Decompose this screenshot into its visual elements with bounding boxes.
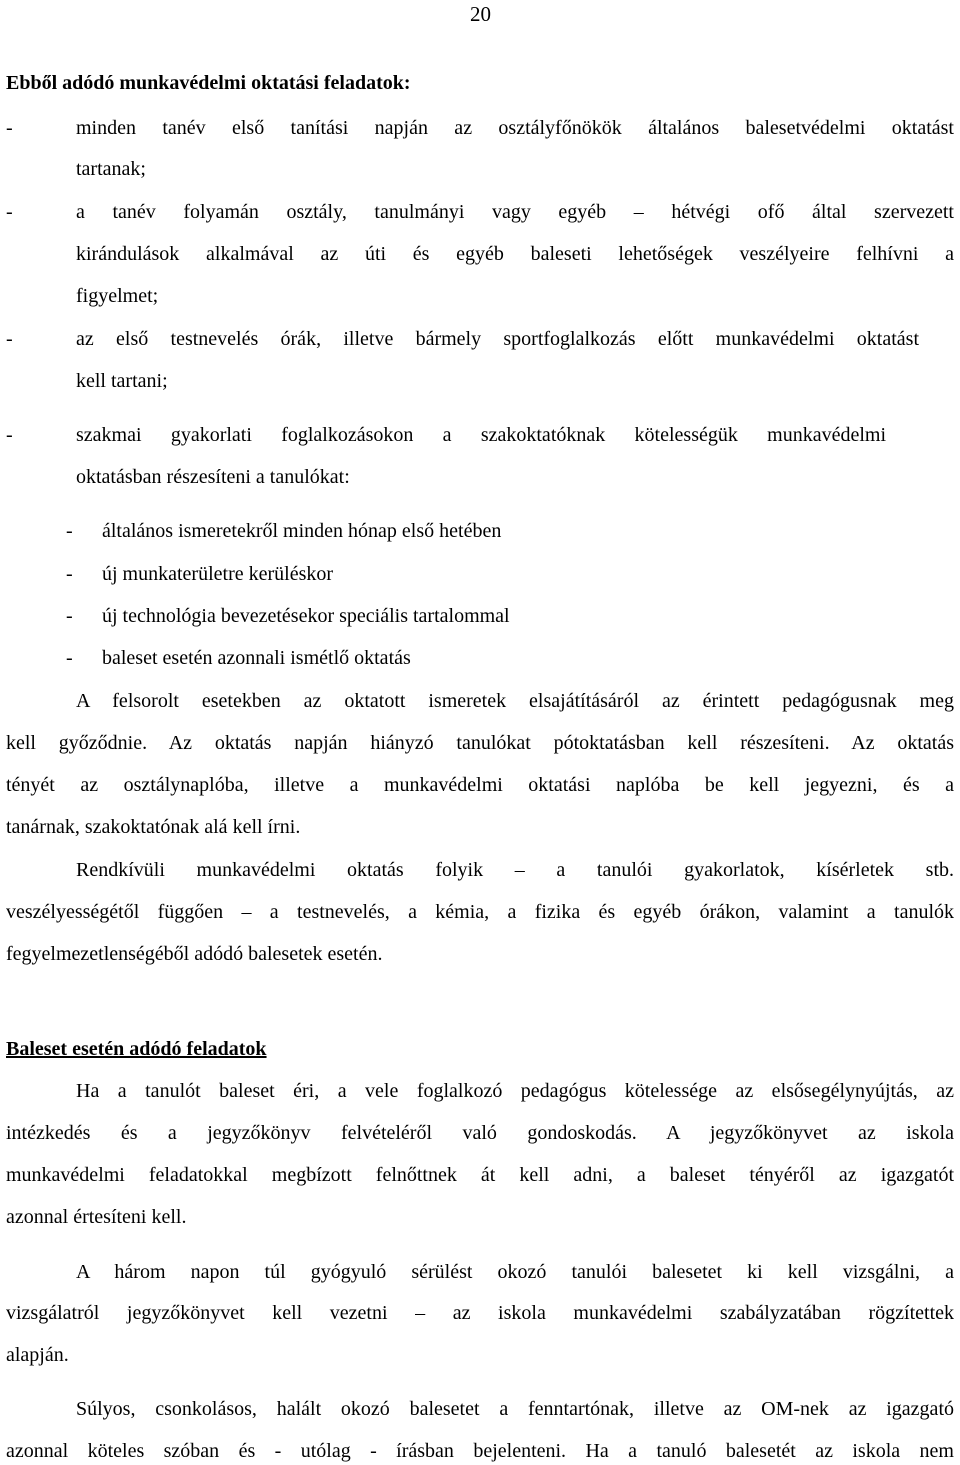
sub-bullet-text: általános ismeretekről minden hónap első hetében bbox=[102, 520, 502, 542]
sub-bullet-text: baleset esetén azonnali ismétlő oktatás bbox=[102, 647, 411, 669]
paragraph-line: tanárnak, szakoktatónak alá kell írni. bbox=[6, 816, 301, 838]
bullet-text-line: kirándulások alkalmával az úti és egyéb baleseti lehetőségek veszélyeire felhívni a bbox=[76, 243, 954, 265]
paragraph-line: azonnal köteles szóban és - utólag - írásban bejelenteni. Ha a tanuló balesetét az iskola nem bbox=[6, 1440, 954, 1462]
paragraph-line: vizsgálatról jegyzőkönyvet kell vezetni – az iskola munkavédelmi szabályzatában rögzítettek bbox=[6, 1302, 954, 1324]
paragraph-line: munkavédelmi feladatokkal megbízott felnőttnek át kell adni, a baleset tényéről az igazgatót bbox=[6, 1164, 954, 1186]
bullet-text-line: tartanak; bbox=[76, 158, 146, 180]
bullet-marker: - bbox=[66, 563, 73, 585]
bullet-text-line: az első testnevelés órák, illetve bármely sportfoglalkozás előtt munkavédelmi oktatást bbox=[76, 328, 919, 350]
paragraph-line: azonnal értesíteni kell. bbox=[6, 1206, 187, 1228]
bullet-text-line: figyelmet; bbox=[76, 285, 159, 307]
bullet-text-line: oktatásban részesíteni a tanulókat: bbox=[76, 466, 350, 488]
bullet-marker: - bbox=[66, 520, 73, 542]
bullet-marker: - bbox=[6, 328, 13, 350]
bullet-text-line: minden tanév első tanítási napján az osztályfőnökök általános balesetvédelmi oktatást bbox=[76, 117, 954, 139]
bullet-text-line: szakmai gyakorlati foglalkozásokon a szakoktatóknak kötelességük munkavédelmi bbox=[76, 424, 886, 446]
bullet-marker: - bbox=[6, 424, 13, 446]
page-number: 20 bbox=[470, 2, 491, 26]
sub-bullet-text: új technológia bevezetésekor speciális tartalommal bbox=[102, 605, 510, 627]
paragraph-line: kell győződnie. Az oktatás napján hiányzó tanulókat pótoktatásban kell részesíteni. Az oktatás bbox=[6, 732, 954, 754]
paragraph-line: Rendkívüli munkavédelmi oktatás folyik – a tanulói gyakorlatok, kísérletek stb. bbox=[76, 859, 954, 881]
bullet-marker: - bbox=[6, 117, 13, 139]
paragraph-line: intézkedés és a jegyzőkönyv felvételéről való gondoskodás. A jegyzőkönyvet az iskola bbox=[6, 1122, 954, 1144]
paragraph-line: A felsorolt esetekben az oktatott ismeretek elsajátításáról az érintett pedagógusnak meg bbox=[76, 690, 954, 712]
paragraph-line: fegyelmezetlenségéből adódó balesetek esetén. bbox=[6, 943, 383, 965]
section-heading-duties: Ebből adódó munkavédelmi oktatási feladatok: bbox=[6, 72, 411, 94]
bullet-text-line: a tanév folyamán osztály, tanulmányi vagy egyéb – hétvégi ofő által szervezett bbox=[76, 201, 954, 223]
bullet-marker: - bbox=[66, 605, 73, 627]
paragraph-line: Súlyos, csonkolásos, halált okozó balesetet a fenntartónak, illetve az OM-nek az igazgató bbox=[76, 1398, 954, 1420]
bullet-text-line: kell tartani; bbox=[76, 370, 168, 392]
paragraph-line: Ha a tanulót baleset éri, a vele foglalkozó pedagógus kötelessége az elsősegélynyújtás, az bbox=[76, 1080, 954, 1102]
section-heading-accident: Baleset esetén adódó feladatok bbox=[6, 1038, 267, 1060]
sub-bullet-text: új munkaterületre kerüléskor bbox=[102, 563, 334, 585]
paragraph-line: tényét az osztálynaplóba, illetve a munkavédelmi oktatási naplóba be kell jegyezni, és a bbox=[6, 774, 954, 796]
paragraph-line: A három napon túl gyógyuló sérülést okozó tanulói balesetet ki kell vizsgálni, a bbox=[76, 1261, 954, 1283]
paragraph-line: veszélyességétől függően – a testnevelés, a kémia, a fizika és egyéb órákon, valamint a tanulók bbox=[6, 901, 954, 923]
bullet-marker: - bbox=[6, 201, 13, 223]
bullet-marker: - bbox=[66, 647, 73, 669]
paragraph-line: alapján. bbox=[6, 1344, 69, 1366]
